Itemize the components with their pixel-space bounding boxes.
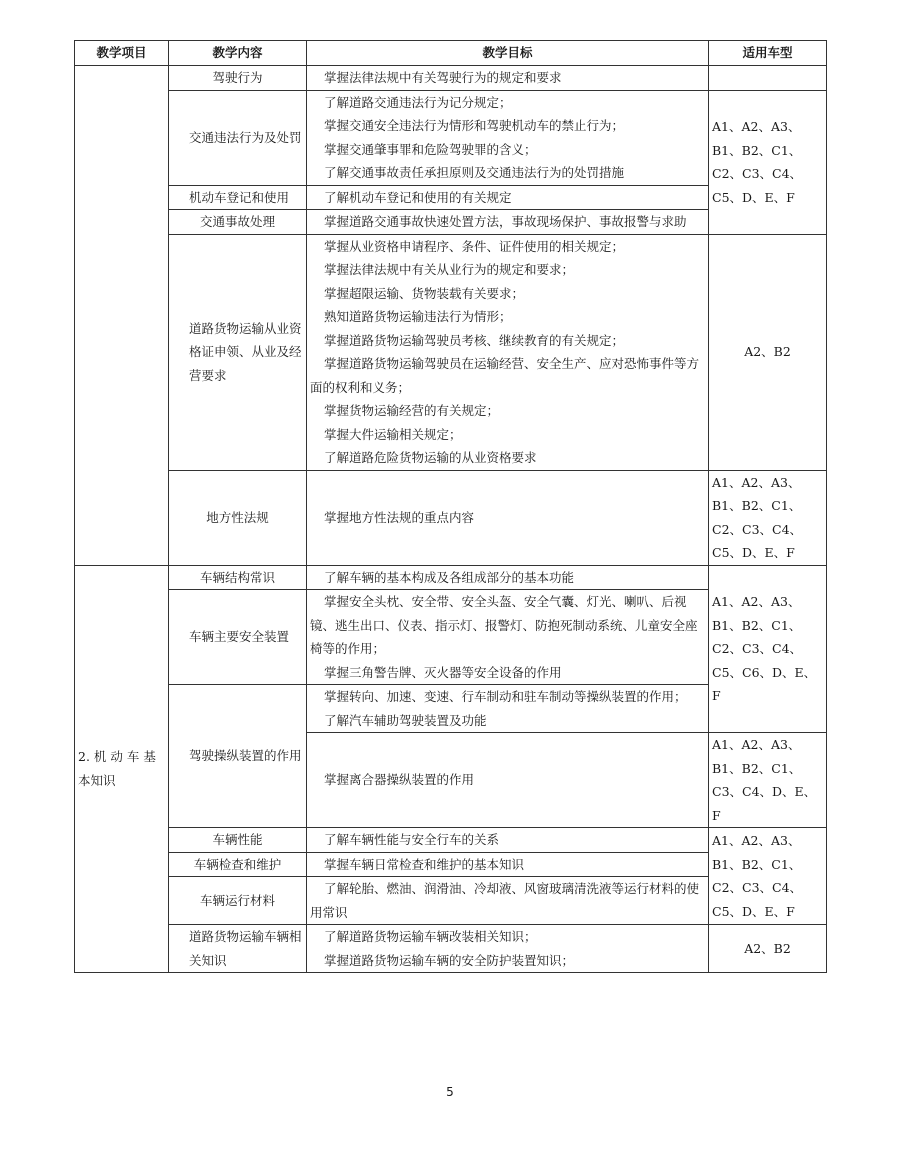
goal-line: 掌握大件运输相关规定； — [324, 426, 462, 442]
goal-cell — [307, 590, 709, 685]
goal-cell — [307, 66, 709, 91]
goal-line: 了解机动车登记和使用的有关规定 — [324, 189, 512, 205]
content-cell: 地方性法规 — [169, 470, 307, 565]
goal-line: 掌握转向、加速、变速、行车制动和驻车制动等操纵装置的作用； — [324, 689, 687, 704]
goal-cell — [307, 90, 709, 185]
goal-cell — [307, 210, 709, 235]
goal-cell — [307, 234, 709, 470]
page-number: 5 — [446, 1085, 454, 1099]
goal-line: 了解道路货物运输车辆改装相关知识； — [324, 929, 537, 944]
goal-line: 了解汽车辅助驾驶装置及功能 — [324, 712, 487, 728]
goal-line: 掌握离合器操纵装置的作用 — [324, 772, 475, 788]
goal-cell — [307, 828, 709, 853]
goal-line: 掌握道路交通事故快速处置方法，事故现场保护、事故报警与求助 — [324, 214, 687, 229]
vehicle-cell-empty — [709, 66, 827, 91]
table-row — [75, 470, 827, 565]
vehicle-cell: A1、A2、A3、B1、B2、C1、C2、C3、C4、C5、C6、D、E、F — [709, 565, 827, 733]
table-row — [75, 66, 827, 91]
goal-line: 了解车辆的基本构成及各组成部分的基本功能 — [324, 569, 575, 585]
content-cell: 道路货物运输从业资格证申领、从业及经营要求 — [169, 234, 307, 470]
vehicle-cell: A1、A2、A3、B1、B2、C1、C3、C4、D、E、F — [709, 733, 827, 828]
content-cell: 车辆检查和维护 — [169, 852, 307, 877]
goal-line: 掌握货物运输经营的有关规定； — [324, 403, 500, 418]
table-row — [75, 234, 827, 470]
goal-cell — [307, 925, 709, 973]
goal-line: 掌握安全头枕、安全带、安全头盔、安全气囊、灯光、喇叭、后视镜、逃生出口、仪表、指示灯、报警灯、防抱死制动系统、儿童安全座椅等的作用； — [310, 594, 698, 656]
content-cell: 车辆性能 — [169, 828, 307, 853]
goal-line: 了解道路危险货物运输的从业资格要求 — [324, 450, 537, 465]
goal-line: 了解道路交通违法行为记分规定； — [324, 94, 512, 110]
project-cell-2: 2. 机 动 车 基本知识 — [75, 565, 169, 973]
header-project: 教学项目 — [75, 41, 169, 66]
goal-line: 了解轮胎、燃油、润滑油、冷却液、风窗玻璃清洗液等运行材料的使用常识 — [310, 881, 700, 920]
goal-cell — [307, 733, 709, 828]
goal-cell — [307, 852, 709, 877]
goal-line: 掌握从业资格申请程序、条件、证件使用的相关规定； — [324, 238, 625, 254]
project-cell-1 — [75, 66, 169, 566]
table-row — [75, 90, 827, 185]
vehicle-cell: A1、A2、A3、B1、B2、C1、C2、C3、C4、C5、D、E、F — [709, 828, 827, 925]
goal-cell — [307, 877, 709, 925]
goal-line: 掌握三角警告牌、灭火器等安全设备的作用 — [324, 664, 562, 680]
goal-line: 了解交通事故责任承担原则及交通违法行为的处罚措施 — [324, 165, 625, 180]
goal-line: 熟知道路货物运输违法行为情形； — [324, 309, 512, 324]
content-cell: 驾驶行为 — [169, 66, 307, 91]
table-row — [75, 565, 827, 590]
goal-line: 掌握法律法规中有关从业行为的规定和要求； — [324, 262, 575, 277]
goal-line: 掌握法律法规中有关驾驶行为的规定和要求 — [324, 70, 562, 85]
goal-line: 掌握交通肇事罪和危险驾驶罪的含义； — [324, 141, 537, 157]
content-cell: 车辆结构常识 — [169, 565, 307, 590]
goal-line: 掌握地方性法规的重点内容 — [324, 509, 475, 525]
content-cell: 交通违法行为及处罚 — [169, 90, 307, 185]
goal-line: 掌握超限运输、货物装载有关要求； — [324, 285, 525, 301]
vehicle-cell: A2、B2 — [709, 234, 827, 470]
vehicle-cell: A2、B2 — [709, 925, 827, 973]
goal-line: 掌握车辆日常检查和维护的基本知识 — [324, 856, 525, 872]
goal-cell — [307, 685, 709, 733]
curriculum-table — [74, 40, 827, 973]
goal-cell — [307, 185, 709, 210]
goal-line: 掌握交通安全违法行为情形和驾驶机动车的禁止行为； — [324, 118, 625, 133]
vehicle-cell: A1、A2、A3、B1、B2、C1、C2、C3、C4、C5、D、E、F — [709, 90, 827, 234]
goal-line: 掌握道路货物运输车辆的安全防护装置知识； — [324, 952, 575, 968]
content-cell: 交通事故处理 — [169, 210, 307, 235]
header-vehicle-type: 适用车型 — [709, 41, 827, 66]
table-row — [75, 828, 827, 853]
table-row — [75, 925, 827, 973]
goal-line: 掌握道路货物运输驾驶员考核、继续教育的有关规定； — [324, 332, 625, 348]
content-cell: 车辆运行材料 — [169, 877, 307, 925]
vehicle-cell: A1、A2、A3、B1、B2、C1、C2、C3、C4、C5、D、E、F — [709, 470, 827, 565]
goal-cell — [307, 565, 709, 590]
content-cell: 驾驶操纵装置的作用 — [169, 685, 307, 828]
goal-line: 了解车辆性能与安全行车的关系 — [324, 832, 500, 847]
header-goal: 教学目标 — [307, 41, 709, 66]
content-cell: 车辆主要安全装置 — [169, 590, 307, 685]
header-row — [75, 41, 827, 66]
content-cell: 道路货物运输车辆相关知识 — [169, 925, 307, 973]
goal-cell — [307, 470, 709, 565]
goal-line: 掌握道路货物运输驾驶员在运输经营、安全生产、应对恐怖事件等方面的权利和义务； — [310, 356, 700, 395]
content-cell: 机动车登记和使用 — [169, 185, 307, 210]
header-content: 教学内容 — [169, 41, 307, 66]
